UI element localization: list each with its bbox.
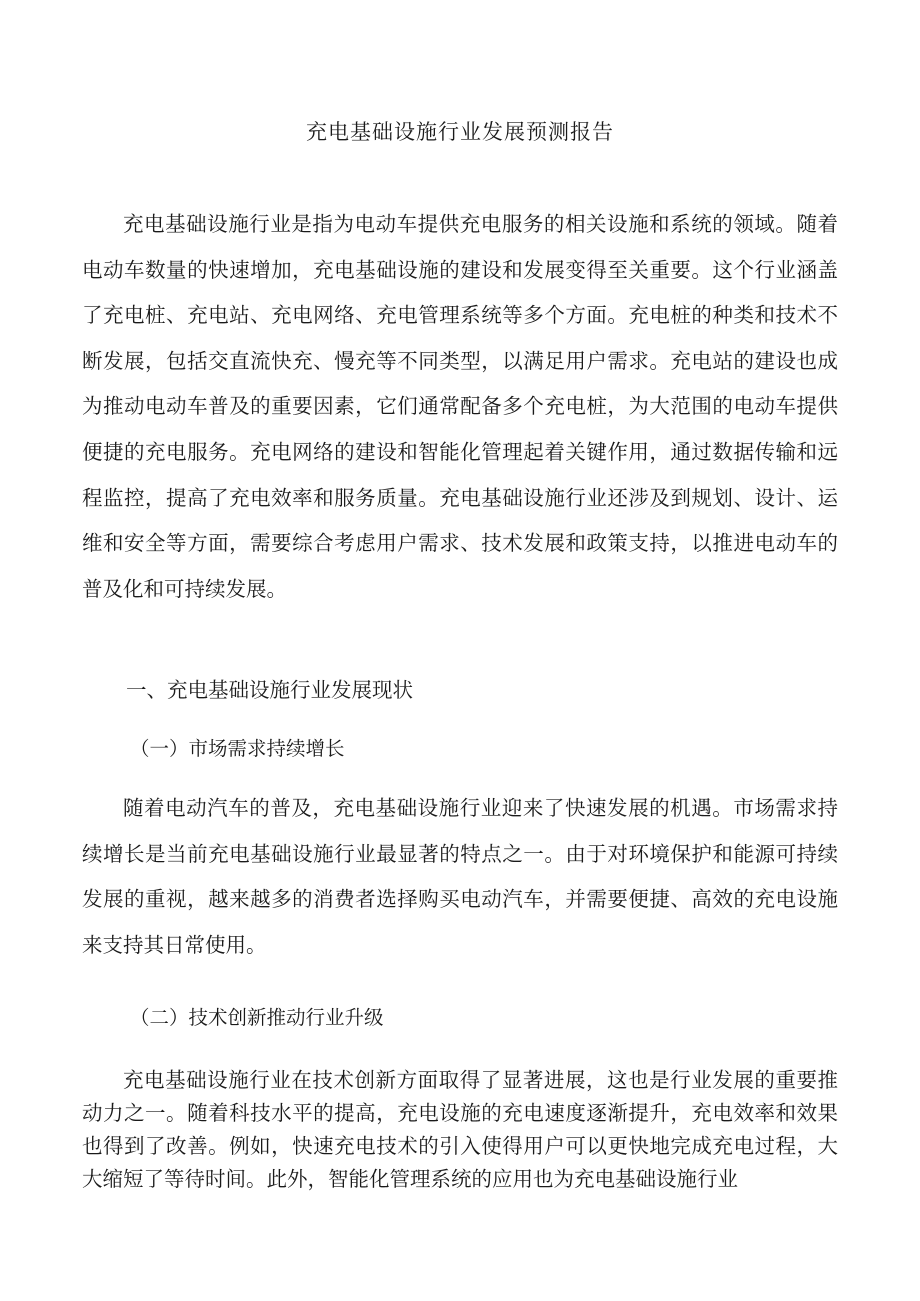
- subsection-heading-tech-innovation: （二）技术创新推动行业升级: [130, 1006, 384, 1029]
- tech-innovation-paragraph: 充电基础设施行业在技术创新方面取得了显著进展，这也是行业发展的重要推动力之一。随着科技水平的提高，充电设施的充电速度逐渐提升，充电效率和效果也得到了改善。例如，快速充电技术的引入使得用户可以更快地完成充电过程，大大缩短了等待时间。此外，智能化管理系统的应用也为充电基础设施行业: [82, 1068, 838, 1191]
- section-heading: 一、充电基础设施行业发展现状: [126, 678, 413, 702]
- document-title: 充电基础设施行业发展预测报告: [306, 120, 614, 144]
- subsection-heading-market-demand: （一）市场需求持续增长: [130, 737, 345, 760]
- market-demand-paragraph: 随着电动汽车的普及，充电基础设施行业迎来了快速发展的机遇。市场需求持续增长是当前充电基础设施行业最显著的特点之一。由于对环境保护和能源可持续发展的重视，越来越多的消费者选择购买电动汽车，并需要便捷、高效的充电设施来支持其日常使用。: [82, 796, 838, 957]
- intro-paragraph: 充电基础设施行业是指为电动车提供充电服务的相关设施和系统的领域。随着电动车数量的快速增加，充电基础设施的建设和发展变得至关重要。这个行业涵盖了充电桩、充电站、充电网络、充电管理系统等多个方面。充电桩的种类和技术不断发展，包括交直流快充、慢充等不同类型，以满足用户需求。充电站的建设也成为推动电动车普及的重要因素，它们通常配备多个充电桩，为大范围的电动车提供便捷的充电服务。充电网络的建设和智能化管理起着关键作用，通过数据传输和远程监控，提高了充电效率和服务质量。充电基础设施行业还涉及到规划、设计、运维和安全等方面，需要综合考虑用户需求、技术发展和政策支持，以推进电动车的普及化和可持续发展。: [82, 212, 838, 601]
